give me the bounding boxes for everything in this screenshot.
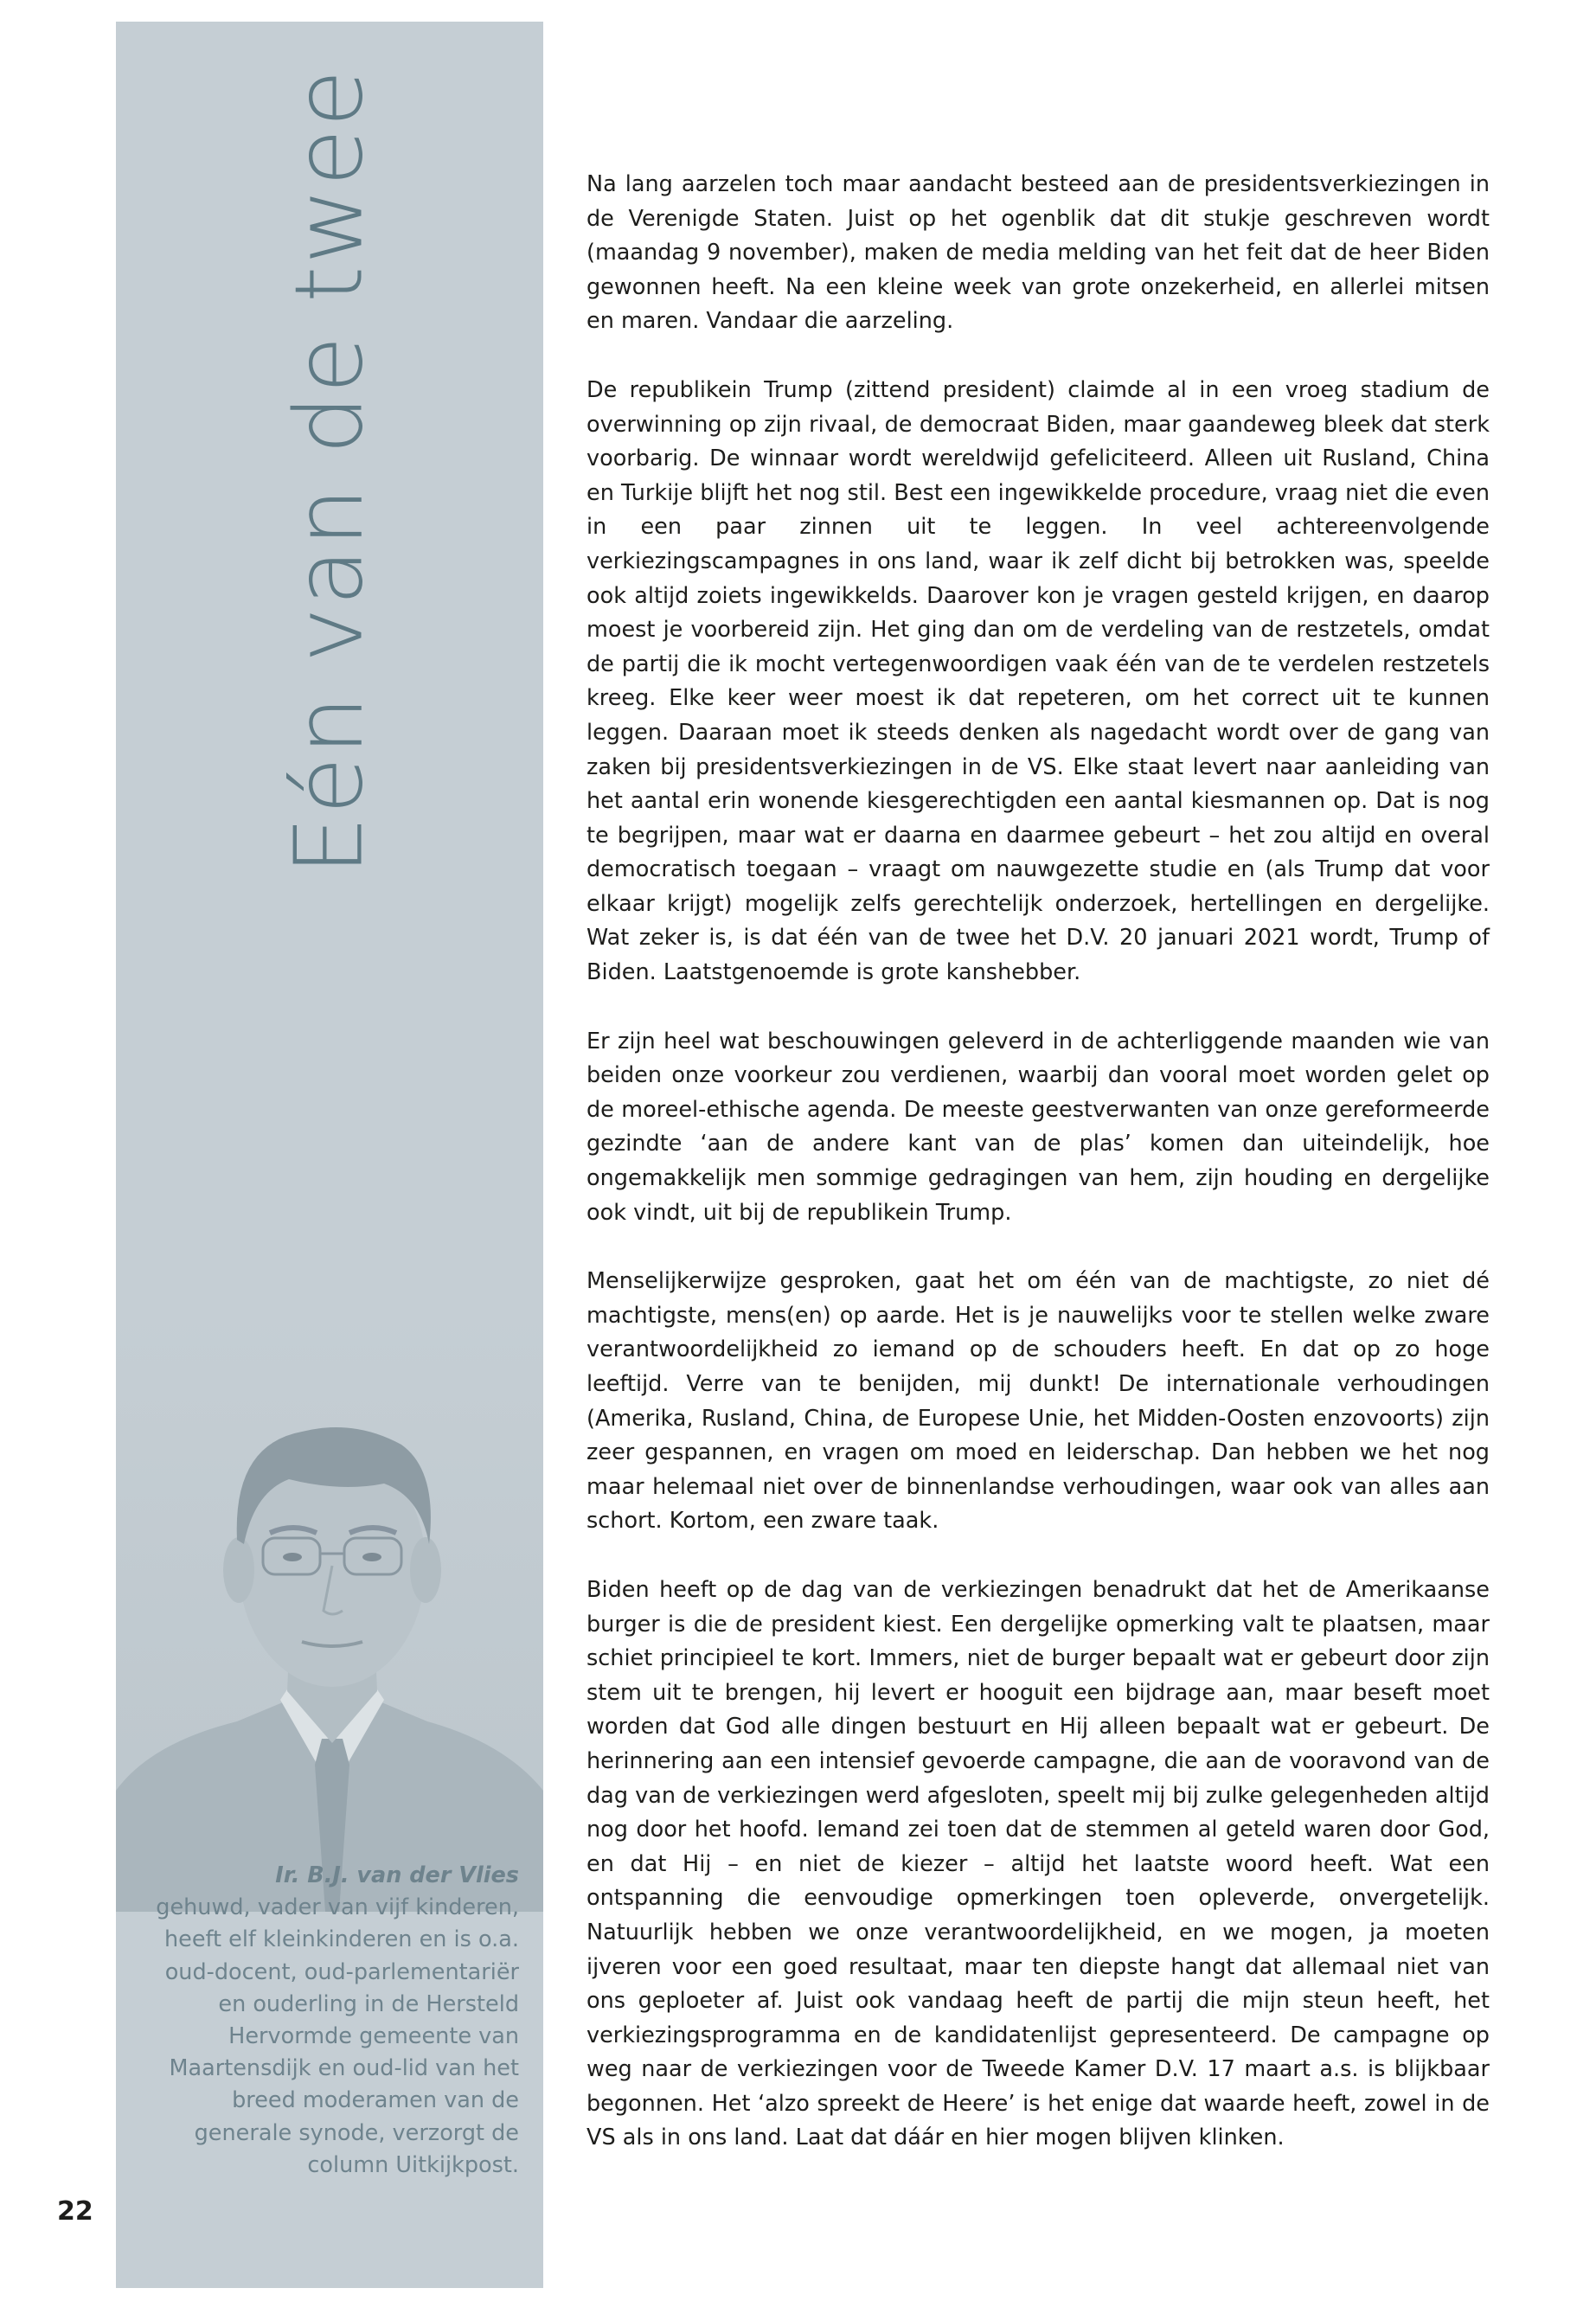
article-paragraph: Na lang aarzelen toch maar aandacht besteed aan de presidentsverkiezingen in de Verenigde Staten. Juist op het ogenblik dat dit stukje geschreven wordt (maandag 9 november), maken de media melding van het feit dat de heer Biden gewonnen heeft. Na een kleine week van grote onzekerheid, en allerlei mitsen en maren. Vandaar die aarzeling. — [586, 171, 1490, 335]
author-bio — [138, 1860, 519, 2182]
author-bio-text: gehuwd, vader van vijf kinderen, heeft elf kleinkinderen en is o.a. oud-docent, oud-parlementariër en ouderling in de Hersteld Hervormde gemeente van Maartensdijk en oud-lid van het breed moderamen van de generale synode, verzorgt de column Uitkijkpost. — [156, 1894, 519, 2178]
author-portrait — [116, 1306, 543, 1912]
column-sidebar — [116, 22, 543, 2288]
article-paragraph: Menselijkerwijze gesproken, gaat het om één van de machtigste, zo niet dé machtigste, mens(en) op aarde. Het is je nauwelijks voor te stellen welke zware verantwoordelijkheid zo iemand op de schouders heeft. En dat op zo hoge leeftijd. Verre van te benijden, mij dunkt! De internationale verhoudingen (Amerika, Rusland, China, de Europese Unie, het Midden-Oosten enzovoorts) zijn zeer gespannen, en vragen om moed en leiderschap. Dan hebben we het nog maar helemaal niet over de binnenlandse verhoudingen, waar ook van alles aan schort. Kortom, een zware taak. — [586, 1268, 1490, 1535]
page-number: 22 — [57, 2196, 93, 2227]
author-name: Ir. B.J. van der Vlies — [275, 1862, 519, 1888]
article-paragraph: Er zijn heel wat beschouwingen geleverd in de achterliggende maanden wie van beiden onze voorkeur zou verdienen, waarbij dan vooral moet worden gelet op de moreel-ethische agenda. De meeste geestverwanten van onze gereformeerde gezindte ‘aan de andere kant van de plas’ komen dan uiteindelijk, hoe ongemakkelijk men sommige gedragingen van hem, zijn houding en dergelijke ook vindt, uit bij de republikein Trump. — [586, 1028, 1490, 1226]
column-title: Eén van de twee — [275, 67, 384, 875]
article-paragraph: Biden heeft op de dag van de verkiezingen benadrukt dat het de Amerikaanse burger is die de president kiest. Een dergelijke opmerking valt te plaatsen, maar schiet principieel te kort. Immers, niet de burger bepaalt wat er gebeurt door zijn stem uit te brengen, hij levert er hooguit een bijdrage aan, maar beseft moet worden dat God alle dingen bestuurt en Hij alleen bepaalt wat er gebeurt. De herinnering aan een intensief gevoerde campagne, die aan de vooravond van de dag van de verkiezingen werd afgesloten, speelt mij bij zulke gelegenheden altijd nog door het hoofd. Iemand zei toen dat de stemmen al geteld waren door God, en dat Hij – en niet de kiezer – altijd het laatste woord heeft. Wat een ontspanning die eenvoudige opmerkingen toen opleverde, onvergetelijk. Natuurlijk hebben we onze verantwoordelijkheid, en we mogen, ja moeten ijveren voor een goed resultaat, maar ten diepste hangt dat allemaal niet van ons geploeter af. Juist ook vandaag heeft de partij die mijn steun heeft, het verkiezingsprogramma en de kandidatenlijst gepresenteerd. De campagne op weg naar de verkiezingen voor de Tweede Kamer D.V. 17 maart a.s. is blijkbaar begonnen. Het ‘alzo spreekt de Heere’ is het enige dat waarde heeft, zowel in de VS als in ons land. Laat dat dáár en hier mogen blijven klinken. — [586, 1576, 1490, 2151]
article-body — [586, 168, 1490, 2156]
article-paragraph: De republikein Trump (zittend president) claimde al in een vroeg stadium de overwinning op zijn rivaal, de democraat Biden, maar gaandeweg bleek dat sterk voorbarig. De winnaar wordt wereldwijd gefeliciteerd. Alleen uit Rusland, China en Turkije blijft het nog stil. Best een ingewikkelde procedure, vraag niet die even in een paar zinnen uit te leggen. In veel achtereenvolgende verkiezingscampagnes in ons land, waar ik zelf dicht bij betrokken was, speelde ook altijd zoiets ingewikkelds. Daarover kon je vragen gesteld krijgen, en daarop moest je voorbereid zijn. Het ging dan om de verdeling van de restzetels, omdat de partij die ik mocht vertegenwoordigen vaak één van de te verdelen restzetels kreeg. Elke keer weer moest ik dat repeteren, om het correct uit te kunnen leggen. Daaraan moet ik steeds denken als nagedacht wordt over de gang van zaken bij presidentsverkiezingen in de VS. Elke staat levert naar aanleiding van het aantal erin wonende kiesgerechtigden een aantal kiesmannen op. Dat is nog te begrijpen, maar wat er daarna en daarmee gebeurt – het zou altijd en overal democratisch toegaan – vraagt om nauwgezette studie en (als Trump dat voor elkaar krijgt) mogelijk zelfs gerechtelijk onderzoek, hertellingen en dergelijke. Wat zeker is, is dat één van de twee het D.V. 20 januari 2021 wordt, Trump of Biden. Laatstgenoemde is grote kanshebber. — [586, 376, 1490, 986]
